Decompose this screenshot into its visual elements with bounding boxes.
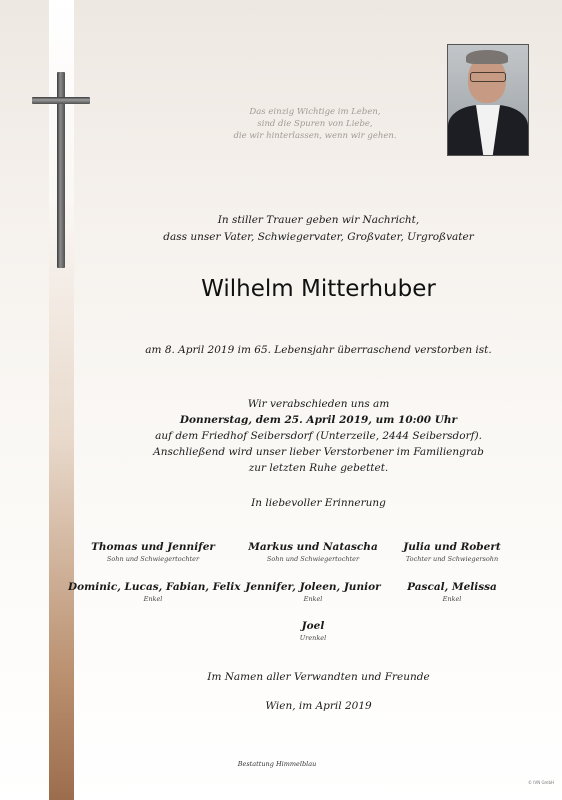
mourner-name: Dominic, Lucas, Fabian, Felix [68,581,241,593]
announcement-intro [75,212,562,246]
intro-line: dass unser Vater, Schwiegervater, Großvater, Urgroßvater [163,231,474,243]
portrait-photo [447,44,529,156]
intro-line: In stiller Trauer geben wir Nachricht, [217,214,420,226]
mourner-name: Joel [301,620,325,632]
mourner-name: Markus und Natascha [248,541,378,553]
mourner-relation: Sohn und Schwiegertochter [266,555,360,563]
funeral-date: Donnerstag, dem 25. April 2019, um 10:00 Uhr [179,414,458,426]
memorial-quote [200,106,430,142]
mourner-relation: Tochter und Schwiegersohn [405,555,499,563]
closing-line: Im Namen aller Verwandten und Freunde [207,671,430,683]
cross-horizontal-beam [32,97,90,104]
mourner-entry [68,541,238,563]
mourner-relation: Enkel [303,595,323,603]
mourner-name: Thomas und Jennifer [91,541,215,553]
mourner-entry [228,620,398,642]
mourner-entry [367,541,537,563]
mourner-name: Jennifer, Joleen, Junior [245,581,381,593]
mourner-entry [68,581,241,603]
quote-line: Das einzig Wichtige im Leben, [249,107,381,117]
deceased-name: Wilhelm Mitterhuber [201,276,436,302]
mourner-entry [367,581,537,603]
place-date: Wien, im April 2019 [265,700,372,712]
death-notice: am 8. April 2019 im 65. Lebensjahr überraschend verstorben ist. [145,344,492,356]
undertaker-name: Bestattung Himmelblau [237,760,317,768]
memory-heading: In liebevoller Erinnerung [251,497,386,509]
mourner-relation: Sohn und Schwiegertochter [106,555,200,563]
funeral-line: zur letzten Ruhe gebettet. [248,462,389,474]
mourner-relation: Enkel [143,595,163,603]
quote-line: die wir hinterlassen, wenn wir gehen. [233,131,397,141]
copyright-note: © IVN GmbH [528,780,554,785]
funeral-line: Anschließend wird unser lieber Verstorbener im Familiengrab [153,446,484,458]
funeral-line: Wir verabschieden uns am [247,398,390,410]
funeral-line: auf dem Friedhof Seibersdorf (Unterzeile, 2444 Seibersdorf). [155,430,482,442]
mourner-name: Pascal, Melissa [407,581,497,593]
mourner-relation: Enkel [442,595,462,603]
mourner-name: Julia und Robert [403,541,501,553]
quote-line: sind die Spuren von Liebe, [257,119,373,129]
mourner-relation: Urenkel [299,634,327,642]
funeral-details [75,396,562,476]
